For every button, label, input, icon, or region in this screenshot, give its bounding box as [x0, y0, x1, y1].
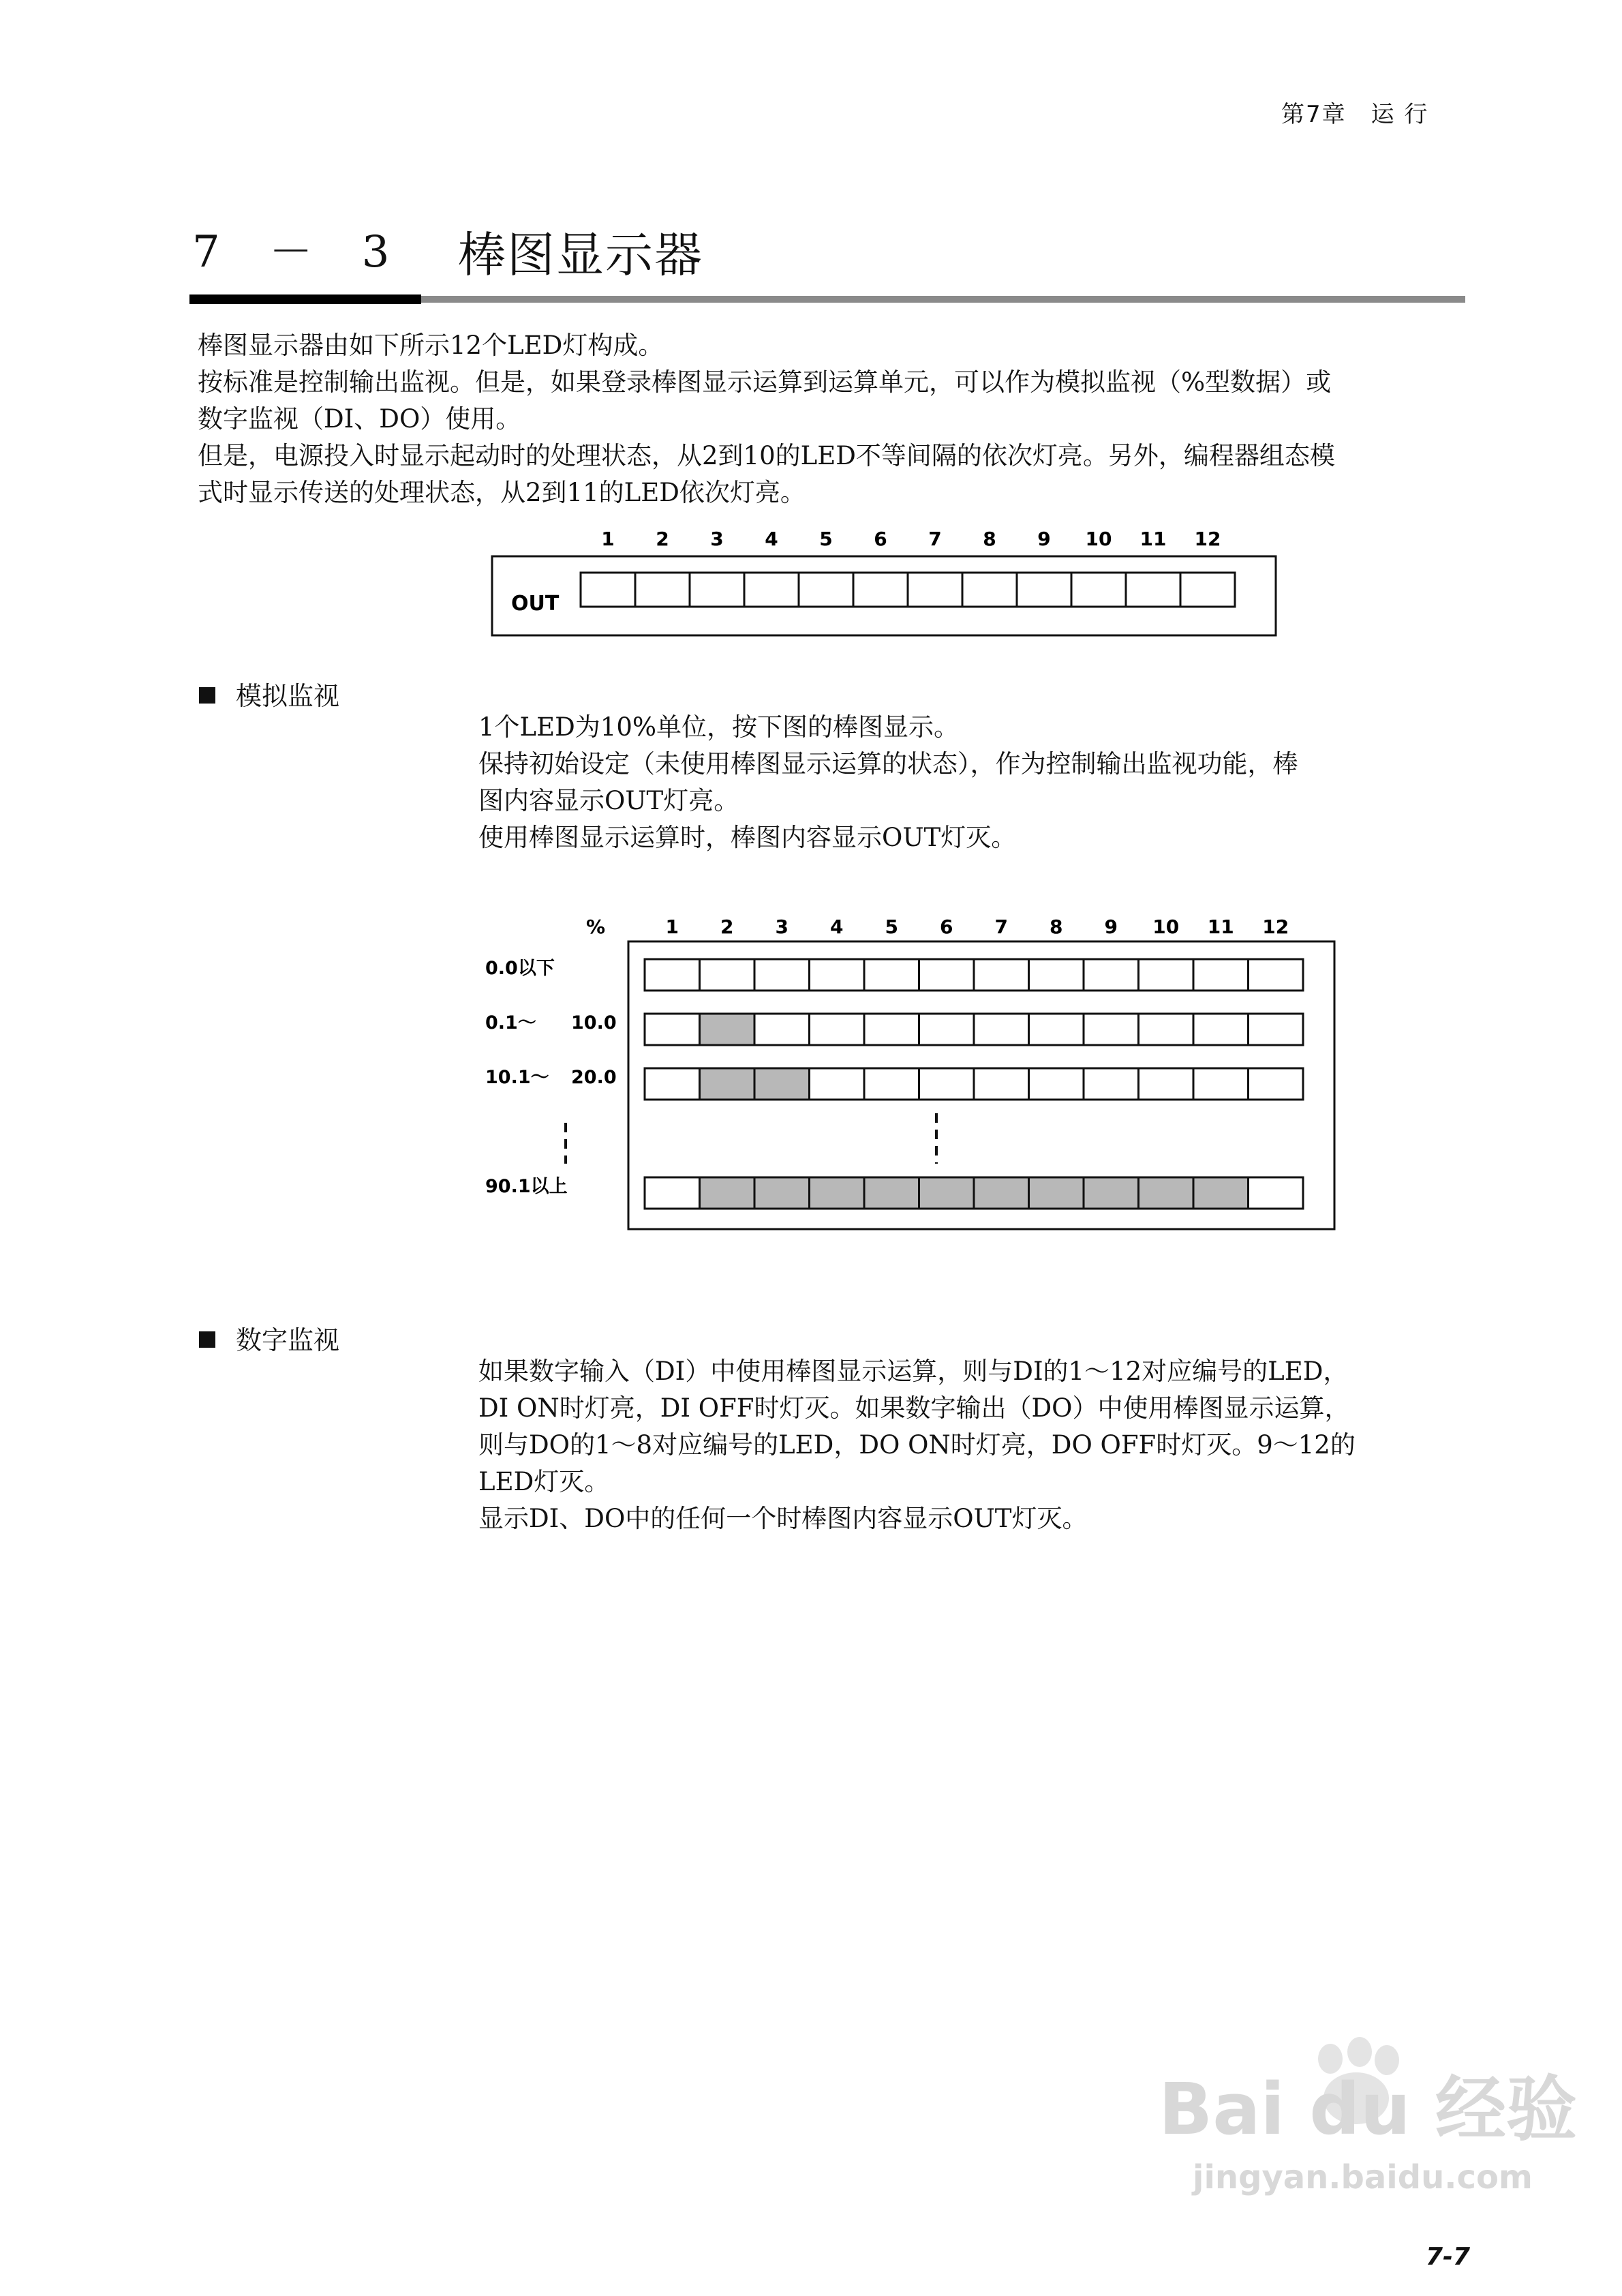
digital-line: LED灯灭。	[478, 1467, 610, 1496]
intro-line: 式时显示传送的处理状态，从2到11的LED依次灯亮。	[198, 478, 806, 507]
intro-line: 数字监视（DI、DO）使用。	[198, 404, 521, 434]
led-cell	[864, 1014, 919, 1045]
led-cell	[700, 959, 755, 991]
led-cell-lit	[919, 1177, 975, 1209]
led-cell	[645, 1177, 700, 1209]
digital-line: 显示DI、DO中的任何一个时棒图内容显示OUT灯灭。	[478, 1504, 1088, 1533]
range-label-high: 20.0	[571, 1067, 617, 1088]
range-label-low: 90.1以上	[485, 1176, 568, 1197]
led-cell	[1193, 1068, 1249, 1100]
led-cell	[810, 959, 865, 991]
led-cell	[1193, 1014, 1249, 1045]
led-cell	[974, 1068, 1029, 1100]
range-label-high: 10.0	[571, 1012, 617, 1033]
digital-line: 则与DO的1～8对应编号的LED，DO ON时灯亮，DO OFF时灯灭。9～12的	[478, 1430, 1356, 1460]
led-number-label: 6	[874, 528, 887, 550]
led-cell	[645, 1068, 700, 1100]
led-number-label: 6	[940, 916, 953, 938]
led-cell	[919, 959, 975, 991]
led-number-label: 10	[1152, 916, 1180, 938]
led-cell	[908, 573, 962, 607]
led-cell-lit	[754, 1177, 810, 1209]
led-cell-lit	[700, 1177, 755, 1209]
percent-label: %	[586, 916, 606, 938]
led-number-label: 3	[775, 916, 789, 938]
led-cell	[810, 1014, 865, 1045]
led-cell	[1071, 573, 1126, 607]
led-cell	[1249, 959, 1304, 991]
led-cell	[754, 1014, 810, 1045]
led-cell-lit	[1084, 1177, 1139, 1209]
chapter-header: 第7章 运 行	[1281, 101, 1429, 128]
led-cell-lit	[1139, 1177, 1194, 1209]
led-bar-diagram	[477, 518, 1295, 648]
watermark-brand: Bai du 经验	[1159, 2068, 1577, 2151]
led-cell	[1249, 1014, 1304, 1045]
led-cell-lit	[1029, 1177, 1084, 1209]
range-label-low: 0.1～	[485, 1012, 536, 1033]
analog-line: 保持初始设定（未使用棒图显示运算的状态），作为控制输出监视功能，棒	[478, 749, 1298, 779]
led-cell	[1139, 1014, 1194, 1045]
led-cell	[1029, 959, 1084, 991]
intro-line: 按标准是控制输出监视。但是，如果登录棒图显示运算到运算单元，可以作为模拟监视（%型数据）或	[198, 367, 1332, 397]
led-number-label: 9	[1104, 916, 1118, 938]
out-label: OUT	[511, 592, 560, 616]
led-cell	[1249, 1177, 1304, 1209]
digital-heading-text: 数字监视	[236, 1325, 340, 1355]
led-cell	[864, 959, 919, 991]
led-number-label: 10	[1085, 528, 1112, 550]
led-cell	[864, 1068, 919, 1100]
led-number-label: 4	[830, 916, 844, 938]
led-cell	[581, 573, 635, 607]
analog-line: 图内容显示OUT灯亮。	[478, 786, 739, 815]
led-number-label: 2	[656, 528, 669, 550]
baidu-watermark	[1152, 2038, 1577, 2205]
analog-paragraph	[478, 709, 1298, 856]
analog-line: 1个LED为10%单位，按下图的棒图显示。	[478, 712, 960, 742]
square-bullet-icon	[199, 687, 215, 704]
led-cell	[1193, 959, 1249, 991]
led-cell-lit	[810, 1177, 865, 1209]
led-number-label: 8	[1050, 916, 1063, 938]
digital-line: DI ON时灯亮，DI OFF时灯灭。如果数字输出（DO）中使用棒图显示运算，	[478, 1393, 1350, 1423]
section-title: 棒图显示器	[458, 227, 703, 283]
led-number-label: 9	[1037, 528, 1051, 550]
led-cell	[974, 959, 1029, 991]
led-cell-lit	[700, 1068, 755, 1100]
led-cell	[1017, 573, 1071, 607]
baidu-paw-logo	[1152, 2038, 1577, 2202]
led-cell-lit	[754, 1068, 810, 1100]
led-number-label: 8	[983, 528, 996, 550]
led-number-label: 12	[1194, 528, 1221, 550]
led-cell-lit	[700, 1014, 755, 1045]
led-cell	[1084, 1014, 1139, 1045]
digital-paragraph	[478, 1353, 1356, 1537]
led-cell	[754, 959, 810, 991]
led-number-label: 7	[928, 528, 942, 550]
led-cell	[919, 1068, 975, 1100]
intro-paragraph	[198, 327, 1335, 511]
analog-heading	[199, 675, 339, 712]
digital-heading	[199, 1319, 339, 1357]
range-label-low: 0.0以下	[485, 958, 555, 979]
led-cell	[1029, 1068, 1084, 1100]
led-cell	[1249, 1068, 1304, 1100]
led-cell	[645, 959, 700, 991]
intro-line: 棒图显示器由如下所示12个LED灯构成。	[198, 331, 664, 360]
led-number-label: 7	[994, 916, 1008, 938]
led-cell-lit	[1193, 1177, 1249, 1209]
led-cell-lit	[974, 1177, 1029, 1209]
led-cell	[1084, 959, 1139, 991]
led-cell	[1126, 573, 1180, 607]
analog-line: 使用棒图显示运算时，棒图内容显示OUT灯灭。	[478, 823, 1017, 852]
watermark-url: jingyan.baidu.com	[1193, 2158, 1533, 2196]
analog-bar-diagram	[477, 903, 1349, 1244]
led-cell	[1029, 1014, 1084, 1045]
led-cell	[962, 573, 1017, 607]
led-cell	[744, 573, 799, 607]
led-cell	[810, 1068, 865, 1100]
led-number-label: 11	[1139, 528, 1167, 550]
led-cell	[1139, 959, 1194, 991]
intro-line: 但是，电源投入时显示起动时的处理状态，从2到10的LED不等间隔的依次灯亮。另外，编程器组态模	[198, 441, 1335, 470]
led-number-label: 1	[665, 916, 679, 938]
led-cell	[1180, 573, 1235, 607]
led-number-label: 4	[765, 528, 778, 550]
led-cell	[1139, 1068, 1194, 1100]
led-cell	[799, 573, 853, 607]
led-cell	[645, 1014, 700, 1045]
led-number-label: 12	[1262, 916, 1289, 938]
section-number: 7 － 3	[192, 227, 393, 277]
led-number-label: 1	[601, 528, 615, 550]
led-cell	[690, 573, 744, 607]
title-rule-thick	[189, 294, 421, 304]
led-number-label: 5	[819, 528, 833, 550]
digital-line: 如果数字输入（DI）中使用棒图显示运算，则与DI的1～12对应编号的LED，	[478, 1357, 1349, 1386]
analog-heading-text: 模拟监视	[236, 681, 340, 711]
title-rule-thin	[421, 296, 1465, 303]
square-bullet-icon	[199, 1331, 215, 1348]
led-number-label: 3	[710, 528, 724, 550]
led-cell	[974, 1014, 1029, 1045]
led-number-label: 2	[720, 916, 734, 938]
range-label-low: 10.1～	[485, 1067, 549, 1088]
led-cell	[919, 1014, 975, 1045]
page-number: 7-7	[1426, 2243, 1471, 2271]
led-cell	[853, 573, 908, 607]
led-cell-lit	[864, 1177, 919, 1209]
led-number-label: 5	[885, 916, 898, 938]
led-cell	[1084, 1068, 1139, 1100]
led-number-label: 11	[1207, 916, 1234, 938]
led-cell	[635, 573, 690, 607]
